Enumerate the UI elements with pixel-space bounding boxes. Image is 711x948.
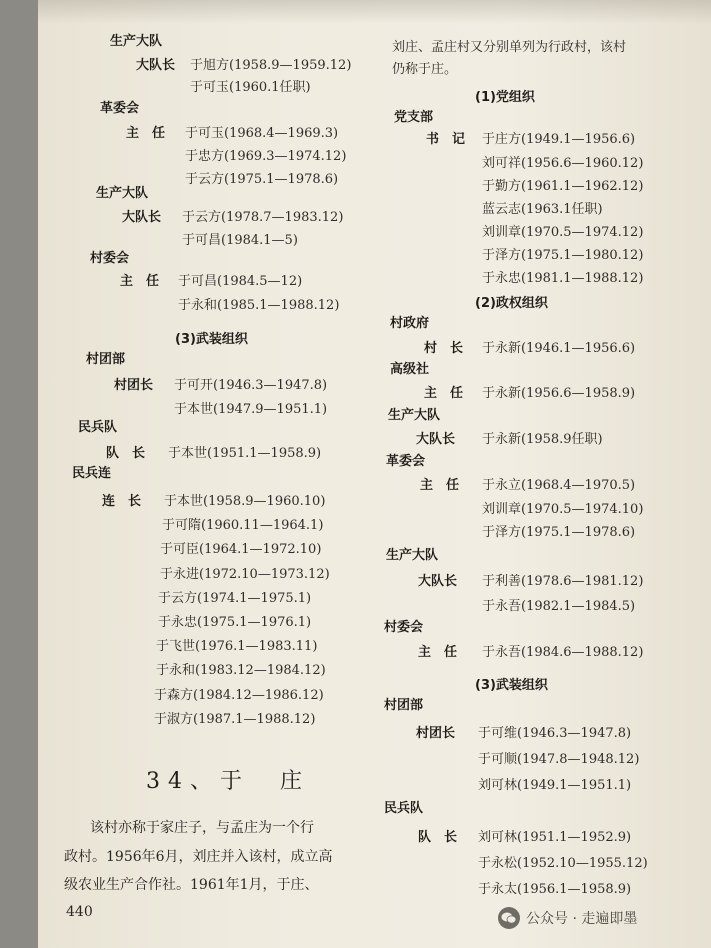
heading-party-branch: 党支部: [394, 110, 434, 125]
paragraph-line: 政村。1956年6月，刘庄并入该村，成立高: [64, 849, 333, 865]
page-number: 440: [66, 904, 93, 920]
role-militia-head: 队 长: [418, 830, 458, 845]
entry: 于泽方(1975.1—1978.6): [482, 525, 636, 540]
entry: 于云方(1974.1—1975.1): [158, 591, 312, 606]
entry: 于云方(1975.1—1978.6): [185, 172, 339, 187]
entry: 刘可林(1949.1—1951.1): [478, 778, 632, 793]
heading-brigade: 生产大队: [110, 34, 163, 49]
role-director: 主 任: [424, 386, 464, 401]
role-captain: 大队长: [122, 210, 162, 225]
role-youth-head: 村团长: [416, 726, 456, 741]
entry: 于永和(1983.12—1984.12): [156, 663, 326, 678]
entry: 刘训章(1970.5—1974.12): [482, 225, 644, 240]
entry: 于庄方(1949.1—1956.6): [482, 132, 636, 147]
entry: 于可昌(1984.1—5): [182, 233, 298, 248]
section-title: 34、于 庄: [146, 769, 310, 794]
entry: 于可玉(1968.4—1969.3): [185, 126, 339, 141]
role-captain: 大队长: [416, 432, 456, 447]
entry: 于永新(1958.9任职): [482, 432, 603, 447]
entry: 于永新(1946.1—1956.6): [482, 341, 636, 356]
entry: 刘训章(1970.5—1974.10): [482, 502, 644, 517]
entry: 于永忠(1981.1—1988.12): [482, 271, 644, 286]
heading-village-committee: 村委会: [90, 251, 130, 266]
heading-brigade: 生产大队: [96, 186, 149, 201]
entry: 于利善(1978.6—1981.12): [482, 574, 644, 589]
section-heading-gov: (2)政权组织: [475, 296, 548, 311]
heading-village-committee: 村委会: [384, 620, 424, 635]
book-page: [38, 0, 711, 948]
entry: 于永松(1952.10—1955.12): [478, 856, 648, 871]
paragraph-line: 级农业生产合作社。1961年1月，于庄、: [64, 877, 319, 893]
heading-brigade: 生产大队: [386, 548, 439, 563]
entry: 于永和(1985.1—1988.12): [178, 298, 340, 313]
role-village-head: 村 长: [424, 341, 464, 356]
entry: 于泽方(1975.1—1980.12): [482, 248, 644, 263]
entry: 于森方(1984.12—1986.12): [154, 688, 324, 703]
paragraph-line: 该村亦称于家庄子，与孟庄为一个行: [90, 820, 314, 836]
entry: 于飞世(1976.1—1983.11): [156, 639, 318, 654]
entry: 刘可林(1951.1—1952.9): [478, 830, 632, 845]
role-captain: 大队长: [136, 58, 176, 73]
role-company-head: 连 长: [102, 494, 142, 509]
entry: 于可玉(1960.1任职): [190, 80, 311, 95]
watermark-label: 公众号 · 走遍即墨: [526, 911, 638, 927]
section-heading-armed: (3)武装组织: [175, 332, 248, 347]
entry: 于本世(1958.9—1960.10): [164, 494, 326, 509]
entry: 于忠方(1969.3—1974.12): [185, 149, 347, 164]
entry: 于永立(1968.4—1970.5): [482, 478, 636, 493]
entry: 于可维(1946.3—1947.8): [478, 726, 632, 741]
wechat-icon: [498, 907, 520, 929]
entry: 于永新(1956.6—1958.9): [482, 386, 636, 401]
entry: 于永太(1956.1—1958.9): [478, 882, 632, 897]
entry: 于可顺(1947.8—1948.12): [478, 752, 640, 767]
heading-rev-committee: 革委会: [386, 454, 426, 469]
paragraph-line: 仍称于庄。: [392, 62, 458, 77]
entry: 于永吾(1984.6—1988.12): [482, 645, 644, 660]
section-heading-party: (1)党组织: [475, 90, 535, 105]
role-secretary: 书 记: [426, 132, 466, 147]
heading-coop: 高级社: [390, 362, 430, 377]
entry: 于可开(1946.3—1947.8): [174, 378, 328, 393]
entry: 于勤方(1961.1—1962.12): [482, 179, 644, 194]
entry: 于本世(1947.9—1951.1): [174, 402, 328, 417]
entry: 于永进(1972.10—1973.12): [160, 567, 330, 582]
heading-youth-dept: 村团部: [384, 698, 424, 713]
role-captain: 大队长: [418, 574, 458, 589]
paragraph-line: 刘庄、孟庄村又分别单列为行政村，该村: [392, 40, 627, 55]
heading-militia: 民兵队: [384, 801, 424, 816]
entry: 于可昌(1984.5—12): [178, 274, 303, 289]
section-heading-armed: (3)武装组织: [475, 678, 548, 693]
role-militia-head: 队 长: [106, 446, 146, 461]
entry: 蓝云志(1963.1任职): [482, 202, 603, 217]
entry: 于旭方(1958.9—1959.12): [190, 58, 352, 73]
heading-village-gov: 村政府: [390, 316, 430, 331]
page-shadow: [38, 0, 711, 24]
role-youth-head: 村团长: [114, 378, 154, 393]
entry: 于可臣(1964.1—1972.10): [160, 542, 322, 557]
entry: 于云方(1978.7—1983.12): [182, 210, 344, 225]
entry: 于永忠(1975.1—1976.1): [158, 615, 312, 630]
heading-brigade: 生产大队: [388, 408, 441, 423]
entry: 刘可祥(1956.6—1960.12): [482, 156, 644, 171]
entry: 于淑方(1987.1—1988.12): [154, 712, 316, 727]
heading-rev-committee: 革委会: [100, 101, 140, 116]
role-director: 主 任: [120, 274, 160, 289]
entry: 于本世(1951.1—1958.9): [168, 446, 322, 461]
entry: 于可隋(1960.11—1964.1): [162, 518, 324, 533]
role-director: 主 任: [126, 126, 166, 141]
heading-youth-dept: 村团部: [86, 352, 126, 367]
heading-militia-company: 民兵连: [72, 466, 112, 481]
role-director: 主 任: [420, 478, 460, 493]
watermark: [498, 905, 698, 931]
role-director: 主 任: [418, 645, 458, 660]
entry: 于永吾(1982.1—1984.5): [482, 599, 636, 614]
heading-militia: 民兵队: [78, 420, 118, 435]
